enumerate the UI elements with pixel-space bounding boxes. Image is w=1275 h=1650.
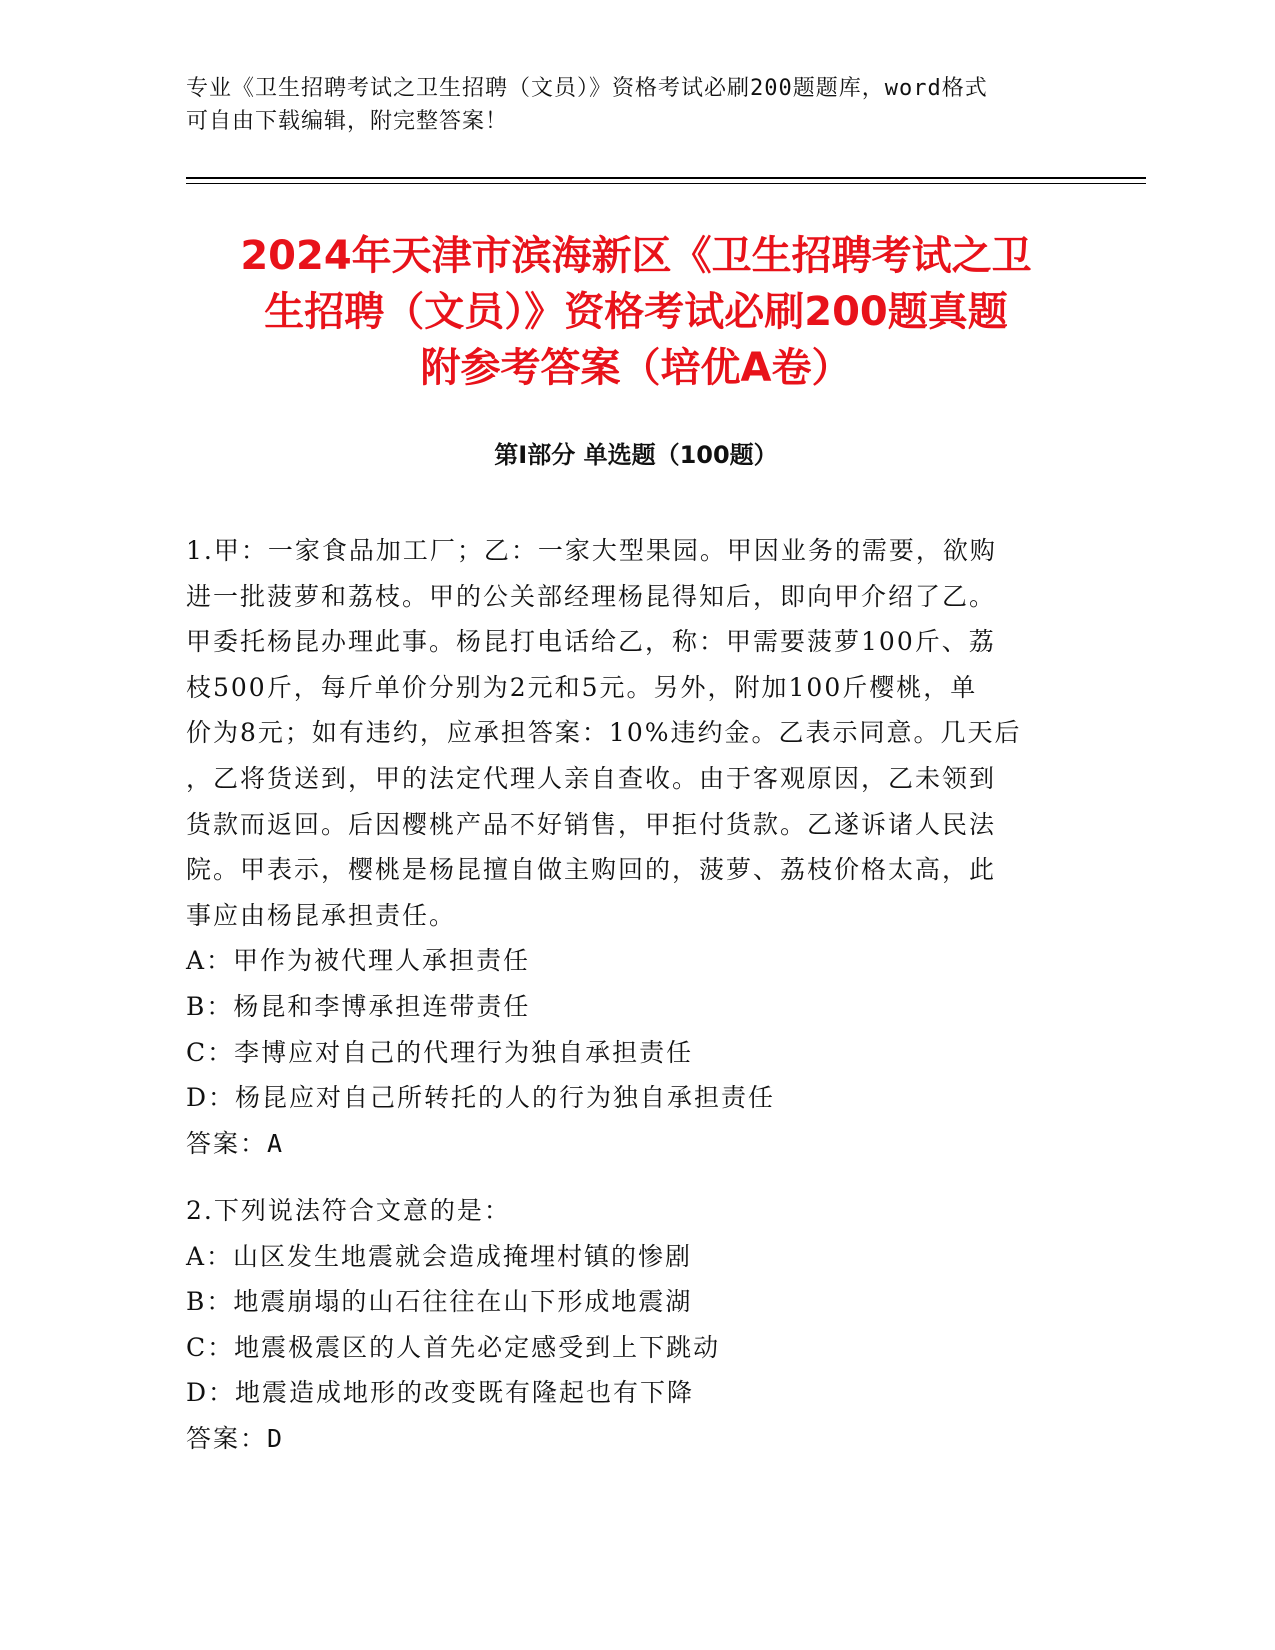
question-stem — [186, 528, 1066, 938]
option-d: D：地震造成地形的改变既有隆起也有下降 — [186, 1378, 695, 1408]
answer: 答案：A — [186, 1128, 285, 1158]
stem-line: 货款而返回。后因樱桃产品不好销售，甲拒付货款。乙遂诉诸人民法 — [186, 809, 997, 839]
answer: 答案：D — [186, 1423, 285, 1453]
option-c: C：地震极震区的人首先必定感受到上下跳动 — [186, 1332, 721, 1362]
question-stem — [186, 1188, 1066, 1234]
option-d: D：杨昆应对自己所转托的人的行为独自承担责任 — [186, 1083, 776, 1113]
header-note — [186, 72, 1066, 138]
option-c: C：李博应对自己的代理行为独自承担责任 — [186, 1037, 694, 1067]
header-note-line-2: 可自由下载编辑，附完整答案！ — [186, 109, 509, 134]
question-1 — [186, 528, 1066, 1166]
stem-line: 2.下列说法符合文意的是： — [186, 1196, 511, 1225]
title-line-2: 生招聘（文员）》资格考试必刷200题真题 — [264, 289, 1008, 335]
header-rule-thick — [186, 177, 1146, 179]
stem-line: 院。甲表示，樱桃是杨昆擅自做主购回的，菠萝、荔枝价格太高，此 — [186, 855, 997, 885]
question-2 — [186, 1188, 1066, 1462]
header-rule-thin — [186, 183, 1146, 184]
stem-line: ，乙将货送到，甲的法定代理人亲自查收。由于客观原因，乙未领到 — [186, 763, 997, 793]
header-note-line-1: 专业《卫生招聘考试之卫生招聘（文员）》资格考试必刷200题题库，word格式 — [186, 76, 988, 101]
section-heading: 第Ⅰ部分 单选题（100题） — [494, 441, 778, 469]
stem-line: 事应由杨昆承担责任。 — [186, 900, 457, 930]
document-title — [186, 228, 1086, 396]
option-a: A：甲作为被代理人承担责任 — [186, 946, 531, 976]
title-line-1: 2024年天津市滨海新区《卫生招聘考试之卫 — [240, 233, 1032, 279]
option-b: B：地震崩塌的山石往往在山下形成地震湖 — [186, 1287, 693, 1317]
stem-line: 价为8元；如有违约，应承担答案：10%违约金。乙表示同意。几天后 — [186, 718, 1022, 748]
option-b: B：杨昆和李博承担连带责任 — [186, 991, 531, 1021]
stem-line: 甲委托杨昆办理此事。杨昆打电话给乙，称：甲需要菠萝100斤、荔 — [186, 627, 996, 657]
title-line-3: 附参考答案（培优A卷） — [420, 345, 852, 391]
stem-line: 1.甲：一家食品加工厂；乙：一家大型果园。甲因业务的需要，欲购 — [186, 536, 997, 565]
stem-line: 进一批菠萝和荔枝。甲的公关部经理杨昆得知后，即向甲介绍了乙。 — [186, 581, 997, 611]
stem-line: 枝500斤，每斤单价分别为2元和5元。另外，附加100斤樱桃，单 — [186, 672, 978, 702]
option-a: A：山区发生地震就会造成掩埋村镇的惨剧 — [186, 1241, 693, 1271]
